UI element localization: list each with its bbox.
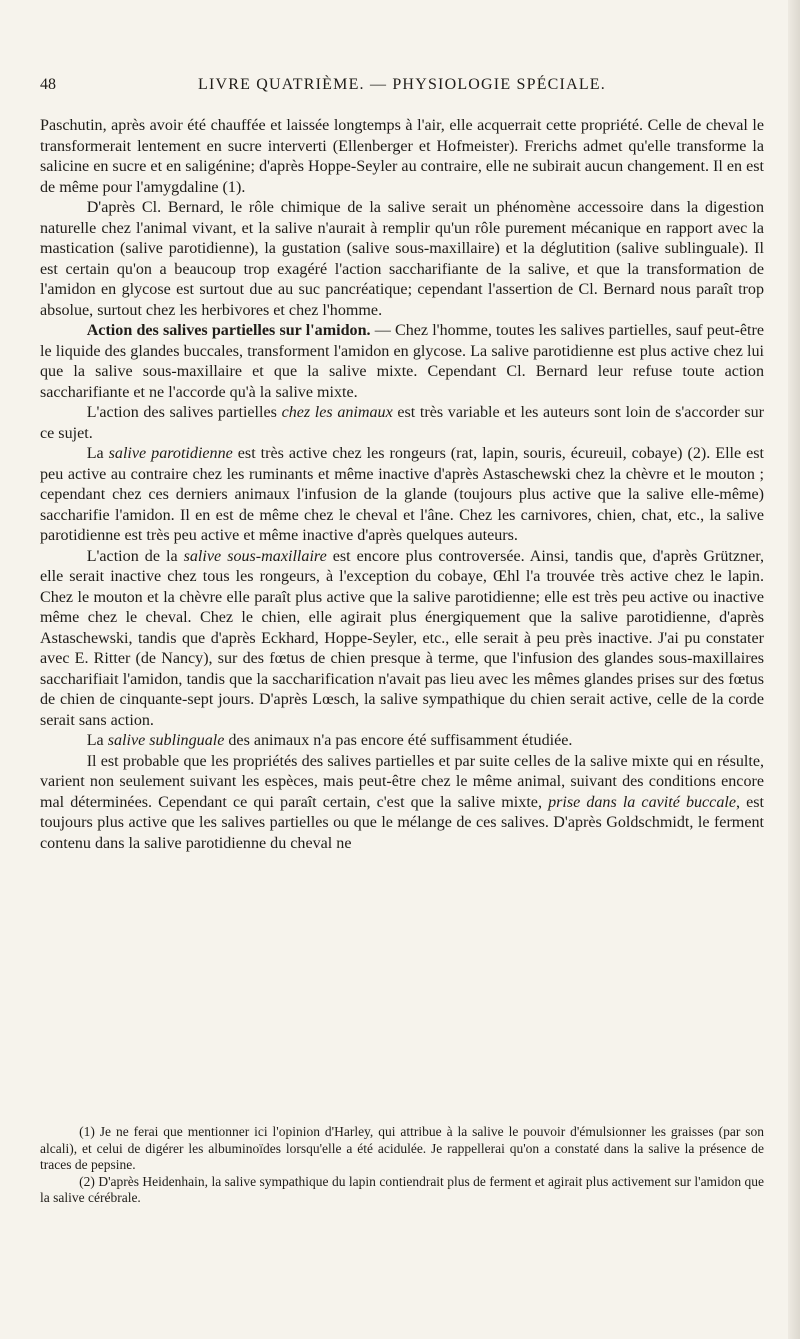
paragraph-2: D'après Cl. Bernard, le rôle chimique de la salive serait un phénomène accessoire dans la digestion naturelle chez l'animal vivant, et la salive n'aurait à remplir qu'un rôle purement mécanique en rapport avec la mastication (salive parotidienne), la gustation (salive sous-maxillaire) et la déglutition (salive sublinguale). Il est certain qu'on a beaucoup trop exagéré l'action saccharifiante de la salive, et que la transformation de l'amidon en glycose est surtout due au suc pancréatique; cependant l'assertion de Cl. Bernard nous paraît trop absolue, surtout chez les herbivores et chez l'homme. xyxy=(40,199,764,319)
paragraph-7-start: La xyxy=(86,732,108,749)
section-heading: Action des salives partielles sur l'amidon. xyxy=(86,322,371,339)
paragraph-6-emphasis: salive sous-maxillaire xyxy=(183,547,327,565)
paragraph-4 xyxy=(40,403,764,444)
paragraph-5-end: est très active chez les rongeurs (rat, lapin, souris, écureuil, cobaye) (2). Elle est peu active au contraire chez les ruminants et même inactive d'après Astaschewski chez la chèvre et le mouton ; cependant chez ces derniers animaux l'infusion de la glande (toujours plus active que la salive elle-même) saccharifie l'amidon. Il en est de même chez le cheval et l'âne. Chez les carnivores, chien, chat, etc., la salive parotidienne est très peu active et même inactive d'après quelques auteurs. xyxy=(40,445,764,544)
paragraph-7-emphasis: salive sublinguale xyxy=(107,732,225,749)
paragraph-7 xyxy=(40,731,764,752)
paragraph-5 xyxy=(40,444,764,547)
paragraph-6-end: est encore plus controversée. Ainsi, tandis que, d'après Grützner, elle serait inactive chez tous les rongeurs, à l'exception du cobaye, Œhl l'a trouvée très active chez le lapin. Chez le mouton et la chèvre elle paraît plus active que la salive parotidienne; elle est très peu active ou inactive même chez le cheval. Chez le chien, elle agirait plus énergiquement que la salive parotidienne, d'après Astaschewski, tandis que d'après Eckhard, Hoppe-Seyler, etc., elle serait à peu près inactive. J'ai pu constater avec E. Ritter (de Nancy), sur des fœtus de chien presque à terme, que l'infusion des glandes sous-maxillaires saccharifiait l'amidon, tandis que la saccharification n'avait pas lieu avec les mêmes glandes prises sur des fœtus de chien de cinquante-sept jours. D'après Lœsch, la salive sympathique du chien serait active, celle de la corde serait sans action. xyxy=(40,547,764,729)
page-header xyxy=(40,76,764,104)
paragraph-8-end: , est toujours plus active que les salives partielles ou que le mélange de ces salives. D'après Goldschmidt, le ferment contenu dans la salive parotidienne du cheval ne xyxy=(40,793,764,852)
paragraph-7-end: des animaux n'a pas encore été suffisamment étudiée. xyxy=(224,732,573,749)
paragraph-6-start: L'action de la xyxy=(86,547,184,565)
paragraph-3 xyxy=(40,321,764,403)
paragraph-4-start: L'action des salives partielles xyxy=(86,404,282,421)
page-number: 48 xyxy=(40,76,56,93)
paragraph-8 xyxy=(40,752,764,855)
footnote-2: (2) D'après Heidenhain, la salive sympathique du lapin contiendrait plus de ferment et agirait plus activement sur l'amidon que la salive cérébrale. xyxy=(40,1173,764,1206)
body-text xyxy=(40,116,764,854)
paragraph-5-emphasis: salive parotidienne xyxy=(108,445,233,462)
paragraph-5-start: La xyxy=(86,445,109,462)
footnote-1: (1) Je ne ferai que mentionner ici l'opinion d'Harley, qui attribue à la salive le pouvoir d'émulsionner les graisses (par son alcali), et celui de digérer les albuminoïdes lorsqu'elle a été acidulée. Je rappellerai qu'on a constaté dans la salive la présence de traces de pepsine. xyxy=(40,1124,764,1173)
paragraph-4-end: est très variable et les auteurs sont loin de s'accorder sur ce sujet. xyxy=(40,404,764,442)
running-title: LIVRE QUATRIÈME. — PHYSIOLOGIE SPÉCIALE. xyxy=(198,76,606,93)
footnotes xyxy=(40,1124,764,1207)
paragraph-8-start: Il est probable que les propriétés des salives partielles et par suite celles de la salive mixte qui en résulte, varient non seulement suivant les espèces, mais peut-être chez le même animal, suivant des conditions encore mal déterminées. Cependant ce qui paraît certain, c'est que la salive mixte, xyxy=(40,752,764,811)
paragraph-3-text: — Chez l'homme, toutes les salives partielles, sauf peut-être le liquide des glandes buccales, transforment l'amidon en glycose. La salive parotidienne est plus active chez lui que la salive sous-maxillaire et que la salive mixte. Cependant Cl. Bernard leur refuse toute action saccharifiante et ne l'accorde qu'à la salive mixte. xyxy=(40,322,764,401)
paragraph-8-emphasis: prise dans la cavité buccale xyxy=(548,793,736,811)
paragraph-4-emphasis: chez les animaux xyxy=(281,404,393,421)
paragraph-1: Paschutin, après avoir été chauffée et laissée longtemps à l'air, elle acquerrait cette propriété. Celle de cheval le transformerait lentement en sucre interverti (Ellenberger et Hofmeister). Frerichs admet qu'elle transforme la salicine en sucre et en saligénine; d'après Hoppe-Seyler au contraire, elle ne subirait aucun changement. Il en est de même pour l'amygdaline (1). xyxy=(40,117,764,196)
page-edge-shadow xyxy=(788,0,800,1339)
paragraph-6 xyxy=(40,547,764,732)
